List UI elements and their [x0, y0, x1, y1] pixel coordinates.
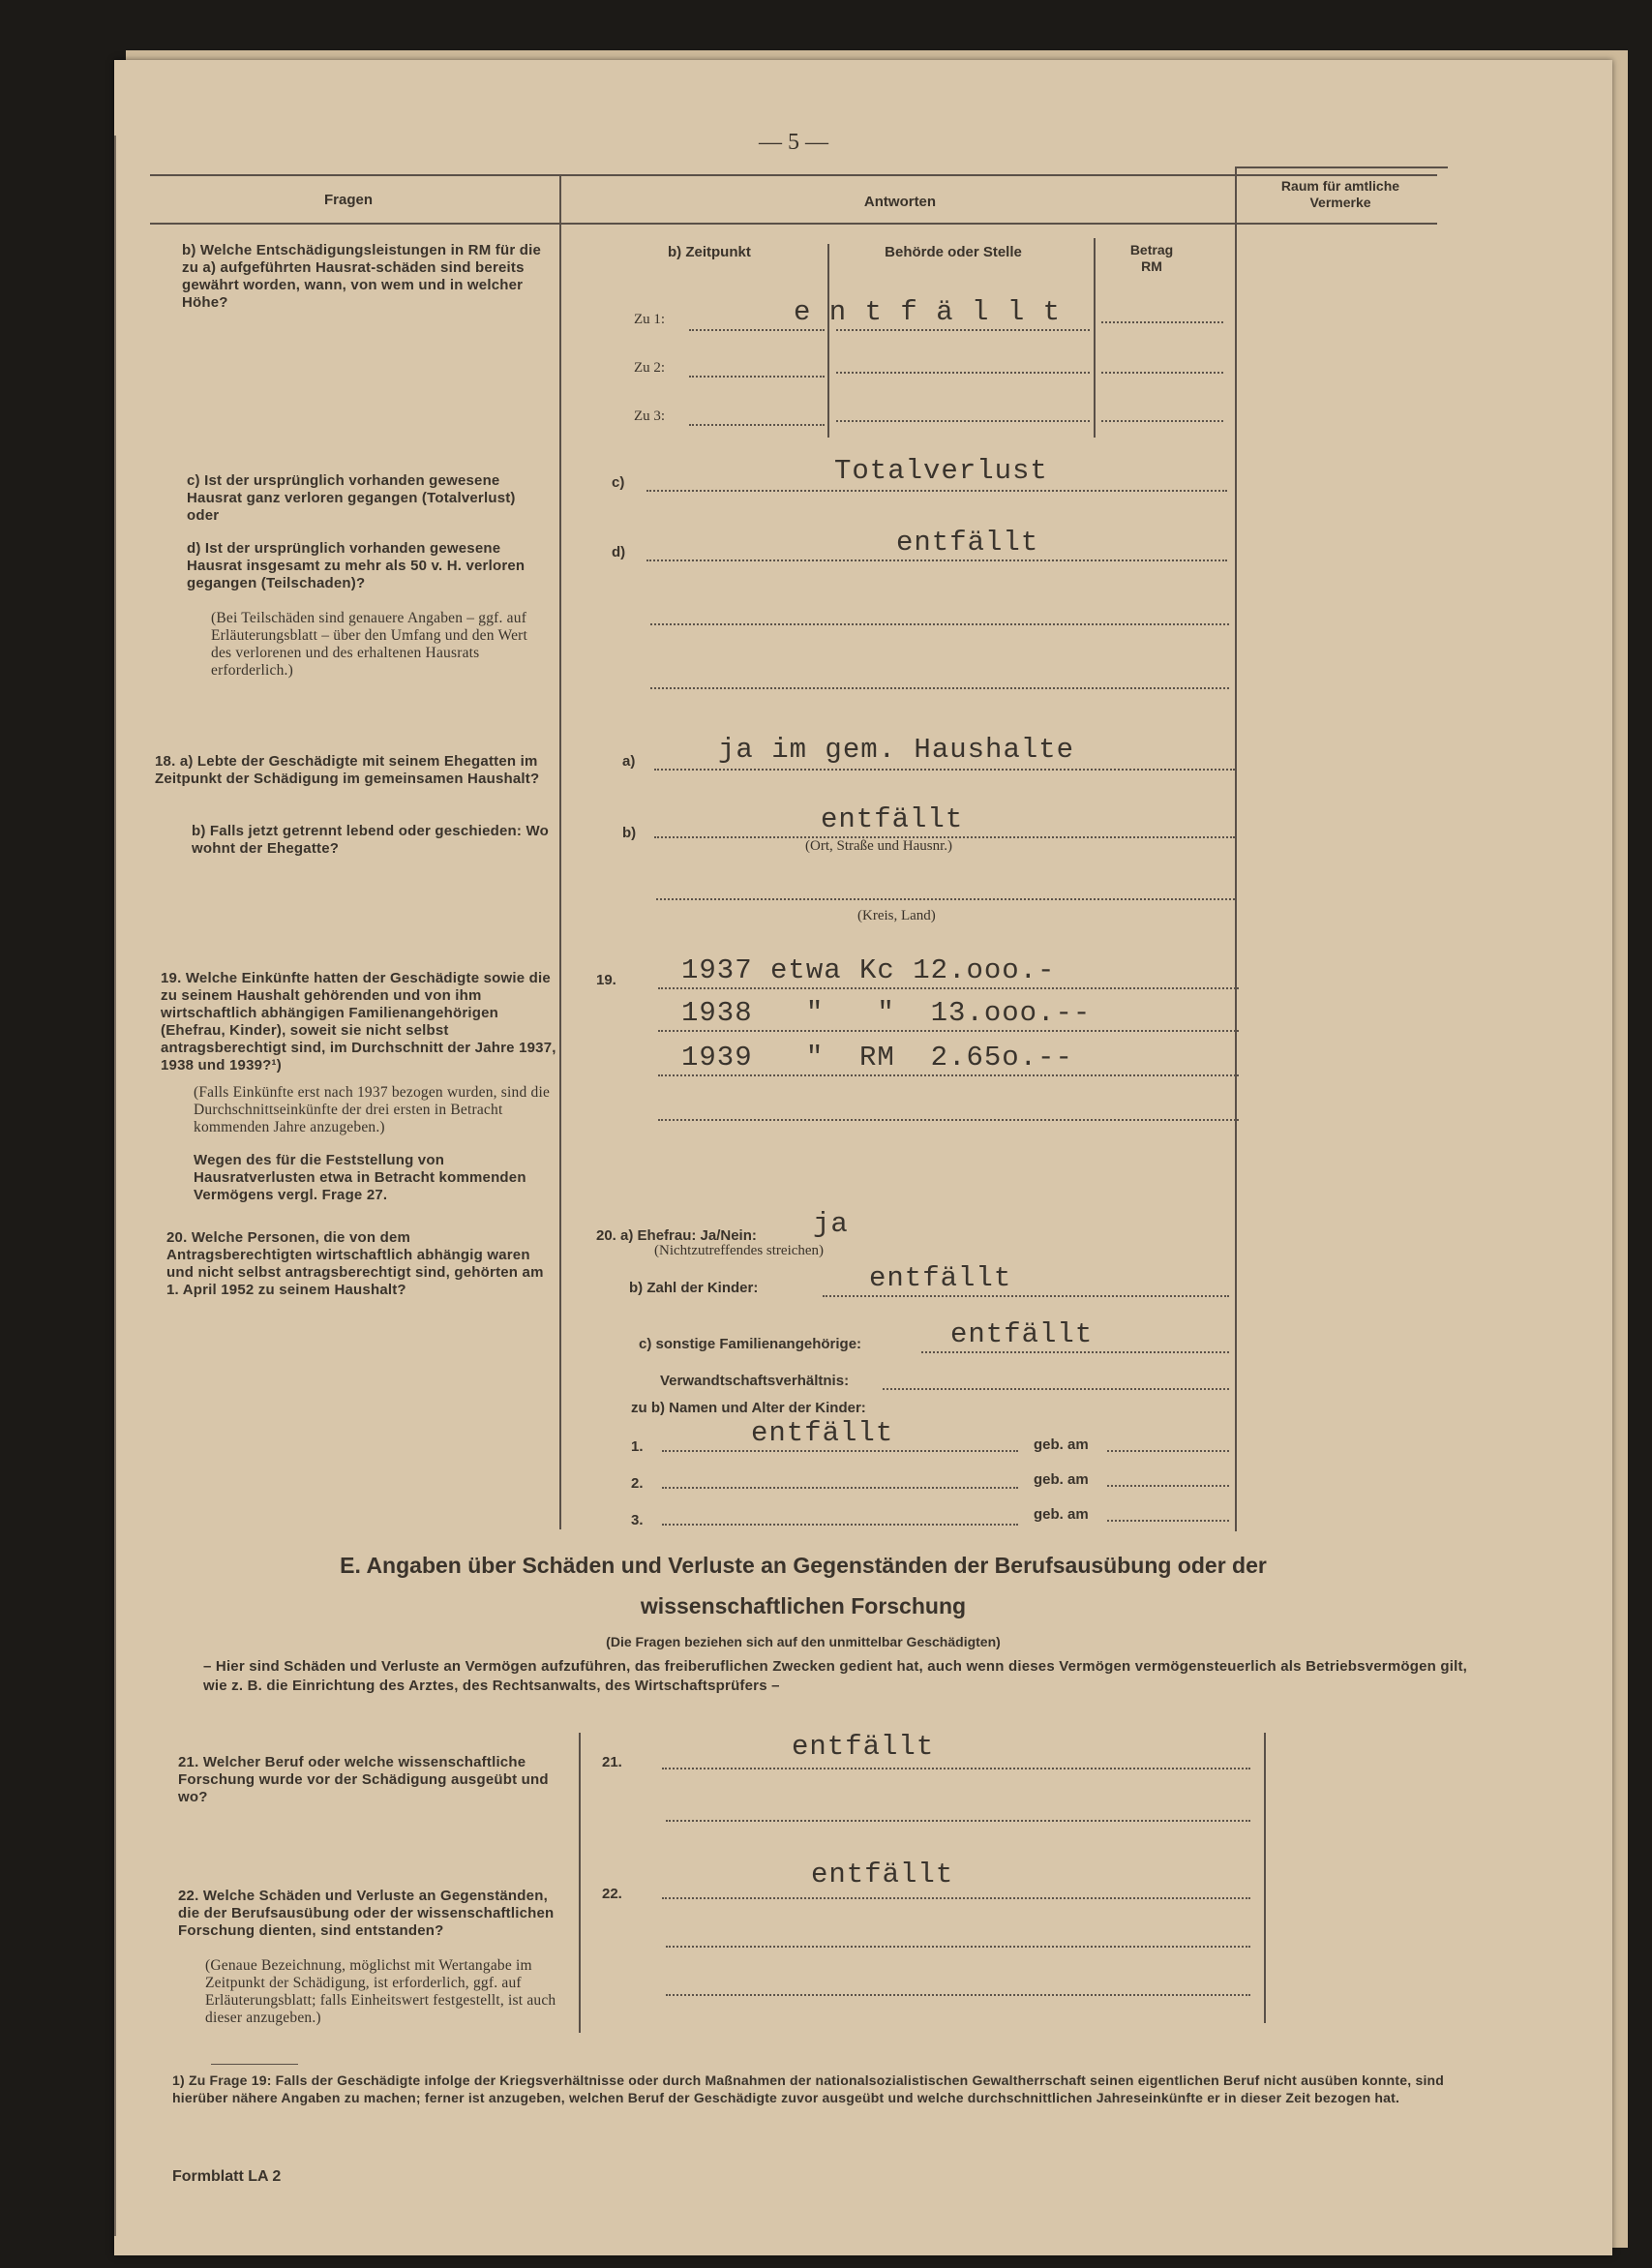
q17d-line — [646, 559, 1227, 561]
question-19-note2: Wegen des für die Feststellung von Hausratverlusten etwa in Betracht kommenden Vermögens vergl. Frage 27. — [194, 1152, 526, 1203]
q22-label: 22. — [602, 1886, 622, 1902]
col-divider-fragen-e — [579, 1733, 581, 2033]
q20-kind3-label: 3. — [631, 1512, 644, 1528]
q17b-row1-label: Zu 1: — [634, 312, 666, 327]
footnote: 1) Zu Frage 19: Falls der Geschädigte infolge der Kriegsverhältnisse oder durch Maßnahmen der nationalsozialistischen Gewaltherrschaft seinen eigentlichen Beruf nicht ausüben konnte, sind hierüber nähere Angaben zu machen; ferner ist anzugeben, welchen Beruf der Geschädigte zuvor ausgeübt und welche durchschnittlichen Jahreseinkünfte er in dieser Zeit bezogen hat. — [172, 2072, 1445, 2105]
q20-kind2-geb: geb. am — [1034, 1471, 1089, 1488]
section-e-subtitle: (Die Fragen beziehen sich auf den unmittelbar Geschädigten) — [606, 1634, 1001, 1649]
q22-line — [662, 1897, 1250, 1899]
q17b-row1-line2 — [836, 329, 1090, 331]
footnote-rule — [211, 2064, 298, 2065]
question-19: 19. Welche Einkünfte hatten der Geschädigte sowie die zu seinem Haushalt gehörenden und von ihm wirtschaftlich abhängigen Familienangehörigen (Ehefrau, Kinder), soweit sie nicht selbst antragsberechtigt sind, im Durchschnitt der Jahre 1937, 1938 und 1939?¹) — [161, 970, 556, 1074]
q20-kind2-geb-line — [1107, 1485, 1229, 1487]
question-21: 21. Welcher Beruf oder welche wissenschaftliche Forschung wurde vor der Schädigung ausgeübt und wo? — [178, 1754, 549, 1805]
q17b-row3-line3 — [1101, 420, 1223, 422]
q17b-col-zeitpunkt: b) Zeitpunkt — [668, 244, 751, 260]
col-divider-raum-e — [1264, 1733, 1266, 2023]
q20b-line — [823, 1295, 1229, 1297]
q17b-row3-label: Zu 3: — [634, 408, 666, 424]
q20-kind3-geb-line — [1107, 1520, 1229, 1522]
q17c-line — [646, 490, 1227, 492]
q20a-hint: (Nichtzutreffendes streichen) — [654, 1243, 825, 1258]
q19-answer-line3: 1939 " RM 2.65o.-- — [681, 1042, 1073, 1074]
q20-kind1-answer: entfällt — [751, 1417, 894, 1449]
q17b-divider-1 — [827, 244, 829, 438]
col-divider-fragen — [559, 174, 561, 1529]
q20-kind3-line — [662, 1524, 1018, 1526]
question-18b: b) Falls jetzt getrennt lebend oder geschieden: Wo wohnt der Ehegatte? — [192, 823, 549, 857]
q17b-col-behoerde: Behörde oder Stelle — [885, 244, 1022, 260]
question-22: 22. Welche Schäden und Verluste an Gegenständen, die der Berufsausübung oder der wissenschaftlichen Forschung dienten, sind entstanden? — [178, 1888, 555, 1939]
q19-label: 19. — [596, 972, 616, 988]
q22-line3 — [666, 1994, 1250, 1996]
header-top-rule — [150, 174, 1437, 176]
q18b-answer: entfällt — [821, 803, 964, 835]
question-17c: c) Ist der ursprünglich vorhanden gewesene Hausrat ganz verloren gegangen (Totalverlust) oder — [187, 472, 516, 524]
q20-kind1-geb-line — [1107, 1450, 1229, 1452]
header-raum: Raum für amtliche Vermerke — [1280, 178, 1400, 210]
q17c-answer: Totalverlust — [834, 455, 1048, 487]
q19-line4 — [658, 1119, 1239, 1121]
q20b-label: b) Zahl der Kinder: — [629, 1280, 759, 1296]
question-22-note: (Genaue Bezeichnung, möglichst mit Wertangabe im Zeitpunkt der Schädigung, ist erforderlich, ggf. auf Erläuterungsblatt; falls Einheitswert festgestellt, ist auch dieser anzugeben.) — [205, 1957, 556, 2026]
form-id: Formblatt LA 2 — [172, 2168, 282, 2185]
q19-line3 — [658, 1074, 1239, 1076]
q22-answer: entfällt — [811, 1859, 954, 1890]
q20-kind2-line — [662, 1487, 1018, 1489]
section-e-title-line2: wissenschaftlichen Forschung — [640, 1593, 967, 1618]
q17b-answer: e n t f ä l l t — [794, 296, 1062, 328]
q19-line1 — [658, 987, 1239, 989]
q17b-divider-2 — [1094, 238, 1096, 438]
header-fragen: Fragen — [323, 192, 373, 208]
question-17d: d) Ist der ursprünglich vorhanden gewesene Hausrat insgesamt zu mehr als 50 v. H. verloren gegangen (Teilschaden)? — [187, 540, 526, 591]
q20a-label: 20. a) Ehefrau: Ja/Nein: — [596, 1227, 757, 1244]
q19-answer-line1: 1937 etwa Kc 12.ooo.- — [681, 954, 1056, 986]
q19-line2 — [658, 1030, 1239, 1032]
q21-line2 — [666, 1820, 1250, 1822]
q20c-answer: entfällt — [950, 1318, 1094, 1350]
q20-kinder-label: zu b) Namen und Alter der Kinder: — [631, 1400, 866, 1416]
q17d-label: d) — [612, 544, 626, 560]
section-e-title-line1: E. Angaben über Schäden und Verluste an Gegenständen der Berufsausübung oder der — [340, 1553, 1267, 1578]
q17b-row1-line3 — [1101, 321, 1223, 323]
q17d-answer: entfällt — [896, 527, 1039, 559]
q18b-label: b) — [622, 825, 637, 841]
q17b-row2-line2 — [836, 372, 1090, 374]
question-18a: 18. a) Lebte der Geschädigte mit seinem Ehegatten im Zeitpunkt der Schädigung im gemeinsamen Haushalt? — [155, 753, 540, 787]
question-17b: b) Welche Entschädigungsleistungen in RM für die zu a) aufgeführten Hausrat-schäden sind bereits gewährt worden, wann, von wem und in welcher Höhe? — [182, 242, 542, 311]
q20c-line — [921, 1351, 1229, 1353]
page-number: — 5 — — [759, 130, 828, 155]
q20-kind1-geb: geb. am — [1034, 1436, 1089, 1453]
q18a-answer: ja im gem. Haushalte — [718, 734, 1075, 766]
q22-line2 — [666, 1946, 1250, 1948]
q21-label: 21. — [602, 1754, 622, 1770]
q20a-answer: ja — [813, 1208, 849, 1240]
q17b-col-betrag: Betrag RM — [1129, 242, 1174, 274]
q17b-row3-line2 — [836, 420, 1090, 422]
raum-top-rule — [1235, 166, 1448, 168]
q19-answer-line2: 1938 " " 13.ooo.-- — [681, 997, 1092, 1029]
q20b-answer: entfällt — [869, 1262, 1012, 1294]
q17d-line3 — [650, 687, 1229, 689]
q20c-label: c) sonstige Familienangehörige: — [639, 1336, 862, 1352]
q17b-row3-line — [689, 424, 825, 426]
q21-line — [662, 1768, 1250, 1769]
q18b-hint-address: (Ort, Straße und Hausnr.) — [805, 838, 953, 854]
q20-kind1-line — [662, 1450, 1018, 1452]
q20-verwandtschaft-label: Verwandtschaftsverhältnis: — [660, 1373, 850, 1389]
q20-kind2-label: 2. — [631, 1475, 644, 1492]
q17b-row1-line — [689, 329, 825, 331]
left-margin-line — [114, 136, 116, 2236]
q17d-line2 — [650, 623, 1229, 625]
q18b-hint-kreis: (Kreis, Land) — [857, 908, 936, 923]
col-divider-raum — [1235, 166, 1237, 1531]
q20-kind3-geb: geb. am — [1034, 1506, 1089, 1523]
q17b-row2-line — [689, 376, 825, 378]
q17b-row2-label: Zu 2: — [634, 360, 666, 376]
header-antworten: Antworten — [863, 194, 937, 210]
q20-verwandtschaft-line — [883, 1388, 1229, 1390]
q18a-line — [654, 769, 1235, 771]
question-19-note1: (Falls Einkünfte erst nach 1937 bezogen wurden, sind die Durchschnittseinkünfte der drei ersten in Betracht kommenden Jahre anzugeben.) — [194, 1084, 551, 1135]
q20-kind1-label: 1. — [631, 1438, 644, 1455]
question-17d-note: (Bei Teilschäden sind genauere Angaben – ggf. auf Erläuterungsblatt – über den Umfang und den Wert des verlorenen und des erhaltenen Hausrats erforderlich.) — [211, 610, 528, 679]
q17c-label: c) — [612, 474, 625, 491]
q17b-row2-line3 — [1101, 372, 1223, 374]
q21-answer: entfällt — [792, 1731, 935, 1763]
header-bottom-rule — [150, 223, 1437, 225]
q18a-label: a) — [622, 753, 636, 770]
section-e-intro: – Hier sind Schäden und Verluste an Vermögen aufzuführen, das freiberuflichen Zwecken gedient hat, auch wenn dieses Vermögen vermögensteuerlich als Betriebsvermögen gilt, wie z. B. die Einrichtung des Arztes, des Rechtsanwalts, des Wirtschaftsprüfers – — [203, 1658, 1468, 1694]
q18b-line2 — [656, 898, 1235, 900]
question-20: 20. Welche Personen, die von dem Antragsberechtigten wirtschaftlich abhängig waren und nicht selbst antragsberechtigt sind, gehörten am 1. April 1952 zu seinem Haushalt? — [166, 1229, 544, 1298]
